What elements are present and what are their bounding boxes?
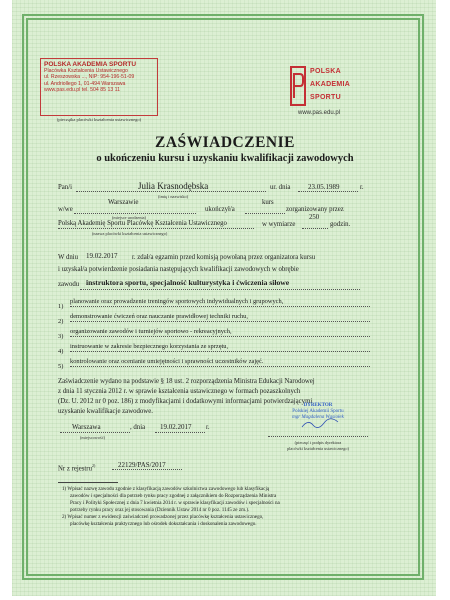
footnote-line4: potrzeby rynku pracy oraz jej stosowania (Dziennik Ustaw 2014 nr 0 poz. 1145 ze zm.).	[70, 507, 250, 513]
legal-line1: Zaświadczenie wydano na podstawie § 18 ust. 2 rozporządzenia Ministra Edukacji Narodowej	[58, 378, 315, 385]
stamp-line2: Placówka Kształcenia Ustawicznego	[44, 68, 128, 74]
footnote-line2: zawodów i specjalności dla potrzeb rynku pracy zgodnej z załącznikiem do Rozporządzenia Ministra	[70, 493, 277, 499]
logo-line3: SPORTU	[310, 94, 341, 101]
exam-date-prefix: W dniu	[58, 254, 79, 261]
issue-place-caption: (miejscowość)	[80, 435, 106, 440]
person-name: Julia Krasnodębska	[138, 181, 209, 191]
footnote-line3: Pracy i Polityki Społecznej z dnia 7 kwietnia 2014 r. w sprawie klasyfikacji zawodów i specjalności na	[70, 500, 280, 506]
signature-icon	[300, 418, 340, 430]
born-prefix: ur. dnia	[270, 184, 291, 191]
birth-date: 23.05.1989	[308, 183, 340, 191]
logo-line2: AKADEMIA	[310, 81, 351, 88]
place-caption: (miejsce urodzenia)	[112, 215, 146, 220]
footnote-line1: 1) Wpisać nazwę zawodu zgodnie z klasyfikacją zawodów szkolnictwa zawodowego lub klasyfikacją	[62, 486, 270, 492]
exam-date: 19.02.2017	[86, 252, 118, 260]
institution-stamp	[40, 58, 158, 116]
logo-mark-icon	[290, 66, 306, 106]
document-subtitle: o ukończeniu kursu i uzyskaniu kwalifikacji zawodowych	[96, 153, 354, 164]
zawod-prefix: zawodu	[58, 281, 80, 288]
register-prefix: Nr z rejestru$^{2)}$	[58, 463, 96, 473]
stamp-line3: ul. Rzeszowska ..., NIP: 954-196-51-09	[44, 74, 135, 81]
stamp-line4: ul. Andriollego 1, 01-494 Warszawa	[44, 80, 126, 87]
footnote-line6: placówkę kształcenia praktycznego lub ośrodek dokształcania i doskonalenia zawodowego.	[70, 521, 257, 527]
pas-logo	[290, 66, 372, 106]
institution-caption: (nazwa placówki kształcenia ustawicznego)	[92, 231, 168, 236]
director-caption1: (pieczęć i podpis dyrektora	[294, 440, 342, 445]
logo-url: www.pas.edu.pl	[298, 110, 341, 116]
person-prefix: Pan/i	[58, 184, 72, 191]
director-line3: mgr Magdalena Wąsiołek	[292, 415, 344, 420]
legal-line4: uzyskanie kwalifikacje zawodowe.	[58, 408, 153, 415]
kurs-word: kurs	[262, 199, 274, 206]
legal-line2: z dnia 11 stycznia 2012 r. w sprawie kształcenia ustawicznego w formach pozaszkolnych	[58, 388, 301, 395]
issue-date: 19.02.2017	[160, 423, 192, 431]
zawod-name: instruktora sportu, specjalność kulturystyka i ćwiczenia siłowe	[86, 278, 290, 287]
legal-line3: (Dz. U. 2012 nr 0 poz. 186) z modyfikacjami i dodatkowymi informacjami potwierdzającymi	[58, 398, 313, 405]
completed-text: ukończył/a	[205, 206, 235, 213]
birth-place: Warszawie	[108, 198, 139, 206]
issue-place: Warszawa	[72, 423, 101, 431]
director-title: DYREKTOR	[303, 403, 333, 408]
footnote-divider	[58, 482, 118, 483]
register-number: 22129/PAS/2017	[118, 461, 166, 469]
director-caption2: placówki kształcenia ustawicznego)	[287, 446, 349, 451]
hours-prefix: w wymiarze	[262, 221, 296, 228]
logo-line1: POLSKA	[310, 68, 341, 75]
organized-text: zorganizowany przez	[286, 206, 344, 213]
document-title: ZAŚWIADCZENIE	[154, 134, 295, 151]
person-suffix: r.	[360, 184, 364, 191]
director-line2: Polskiej Akademii Sportu	[292, 409, 344, 414]
hours-value: 250	[309, 214, 320, 221]
in-prefix: w/we	[58, 206, 73, 213]
stamp-line5: www.pas.edu.pl tel. 504 85 13 11	[44, 87, 121, 94]
exam-text1: r. zdał/a egzamin przed komisją powołaną przez organizatora kursu	[132, 254, 316, 261]
name-caption: (imię i nazwisko)	[158, 194, 189, 199]
stamp-caption: (pieczątka placówki kształcenia ustawicznego)	[56, 117, 142, 122]
footnote-line5: 2) Wpisać numer z ewidencji zaświadczeń prowadzonej przez placówkę kształcenia ustawicznego,	[62, 514, 264, 520]
stamp-name: POLSKA AKADEMIA SPORTU	[44, 61, 137, 68]
institution-name: Polską Akademię Sportu Placówkę Kształcenia Ustawicznego	[58, 220, 227, 227]
issue-suffix: r.	[206, 424, 210, 431]
issue-date-prefix: , dnia	[130, 424, 146, 431]
hours-suffix: godzin.	[330, 221, 351, 228]
exam-text2: i uzyskał/a potwierdzenie posiadania następujących kwalifikacji zawodowych w obrębie	[58, 266, 299, 273]
